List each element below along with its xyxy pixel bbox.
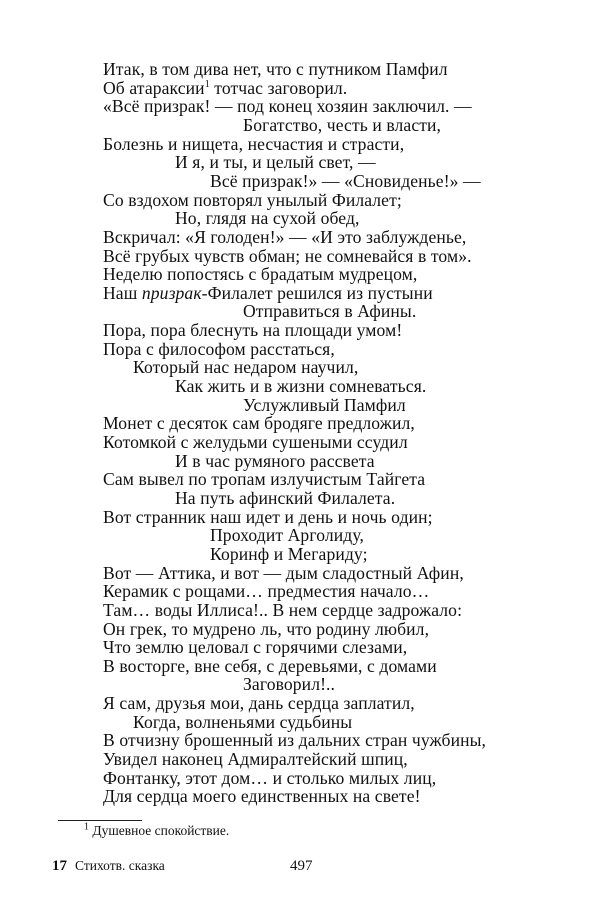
line-text: Но, глядя на сухой обед, xyxy=(175,208,360,229)
line-text: Вскричал: «Я голоден!» — «И это заблужденье, xyxy=(103,226,467,247)
line-text: Пора, пора блеснуть на площади умом! xyxy=(103,320,403,341)
line-text: Там… воды Иллиса!.. В нем сердце задрожало: xyxy=(103,599,463,620)
line-text: На путь афинский Филалета. xyxy=(175,487,396,508)
line-text: Сам вывел по тропам излучистым Тайгета xyxy=(103,469,426,490)
printer-signature xyxy=(52,857,165,875)
line-text: Всё призрак!» — «Сновиденье!» — xyxy=(210,170,481,191)
footnote-text: Душевное спокойствие. xyxy=(92,823,230,838)
line-text: Монет с десяток сам бродяге предложил, xyxy=(103,413,415,434)
line-text: И я, и ты, и целый свет, — xyxy=(175,152,376,173)
page-number: 497 xyxy=(290,858,313,874)
line-text: Как жить и в жизни сомневаться. xyxy=(175,376,427,397)
line-text: Для сердца моего единственных на свете! xyxy=(103,786,421,807)
line-text: Вот — Аттика, и вот — дым сладостный Афин, xyxy=(103,562,464,583)
italic-word: призрак xyxy=(141,282,202,303)
line-text: Со вздохом повторял унылый Филалет; xyxy=(103,189,402,210)
line-text: Итак, в том дива нет, что с путником Памфил xyxy=(103,59,448,79)
line-text: Который нас недаром научил, xyxy=(133,357,359,378)
line-text: Увидел наконец Адмиралтейский шпиц, xyxy=(103,749,408,770)
line-text: Богатство, честь и власти, xyxy=(243,114,442,135)
footnote xyxy=(84,823,229,839)
footnote-ref: 1 xyxy=(204,78,210,90)
line-text: Услужливый Памфил xyxy=(243,394,406,415)
line-text: Об атараксии xyxy=(103,77,205,98)
line-text: В отчизну брошенный из дальних стран чужбины, xyxy=(103,730,487,751)
line-text: Неделю попостясь с брадатым мудрецом, xyxy=(103,264,418,285)
line-text: Он грек, то мудрено ль, что родину любил, xyxy=(103,618,430,639)
line-text: Вот странник наш идет и день и ночь один; xyxy=(103,506,433,527)
poem-line xyxy=(103,785,421,807)
line-text: Болезнь и нищета, несчастия и страсти, xyxy=(103,133,405,154)
line-text: тотчас заговорил. xyxy=(209,77,348,98)
line-text: Я сам, друзья мои, дань сердца заплатил, xyxy=(103,693,415,714)
footnote-rule xyxy=(58,820,142,821)
line-text: Наш xyxy=(103,282,142,303)
line-text: Коринф и Мегариду; xyxy=(210,543,368,564)
line-text: Фонтанку, этот дом… и столько милых лиц, xyxy=(103,767,437,788)
signature-number: 17 xyxy=(52,858,67,874)
signature-text: Стихотв. сказка xyxy=(75,858,165,873)
line-text: -Филалет решился из пустыни xyxy=(201,282,433,303)
line-text: Керамик с рощами… предместия начало… xyxy=(103,581,430,602)
line-text: Когда, волненьями судьбины xyxy=(133,711,353,732)
line-text: Проходит Арголиду, xyxy=(210,525,364,546)
line-text: Пора с философом расстаться, xyxy=(103,338,335,359)
footnote-mark: 1 xyxy=(84,821,89,833)
line-text: Что землю целовал с горячими слезами, xyxy=(103,637,408,658)
line-text: Всё грубых чувств обман; не сомневайся в том». xyxy=(103,245,472,266)
line-text: И в час румяного рассвета xyxy=(175,450,375,471)
line-text: «Всё призрак! — под конец хозяин заключил. — xyxy=(103,96,472,117)
line-text: Заговорил!.. xyxy=(243,674,336,695)
line-text: В восторге, вне себя, с деревьями, с домами xyxy=(103,655,437,676)
line-text: Котомкой с желудьми сушеными ссудил xyxy=(103,432,408,452)
line-text: Отправиться в Афины. xyxy=(243,301,417,322)
